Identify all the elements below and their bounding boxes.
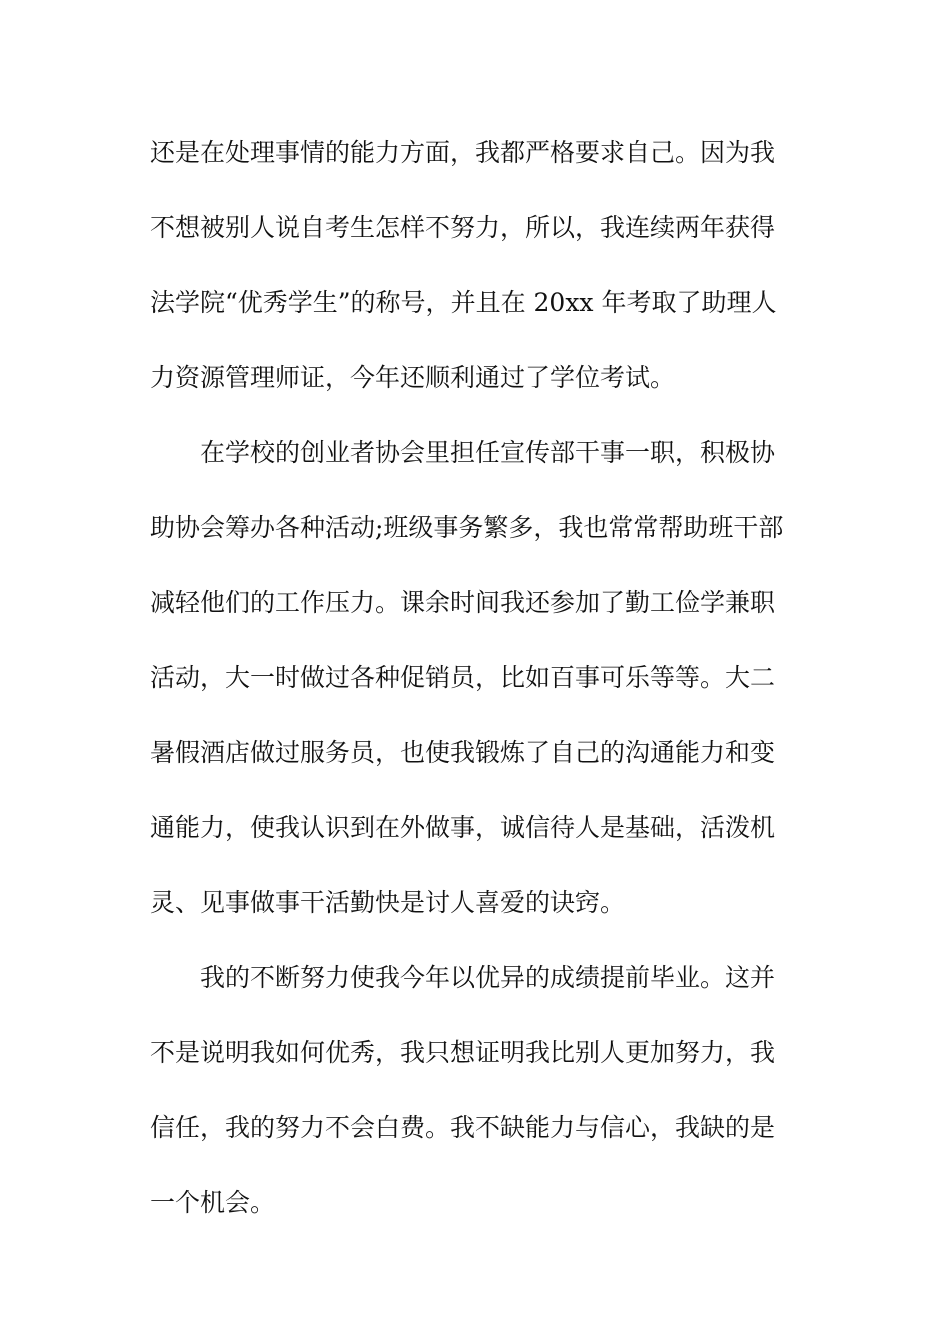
text-line: 灵、见事做事干活勤快是讨人喜爱的诀窍。	[150, 888, 626, 917]
text-line: 法学院“优秀学生”的称号，并且在 20xx 年考取了助理人	[150, 288, 777, 317]
paragraph-start-line: 在学校的创业者协会里担任宣传部干事一职，积极协	[200, 438, 776, 467]
text-line: 一个机会。	[150, 1188, 276, 1217]
text-line: 减轻他们的工作压力。课余时间我还参加了勤工俭学兼职	[150, 588, 776, 617]
text-line: 暑假酒店做过服务员，也使我锻炼了自己的沟通能力和变	[150, 738, 776, 767]
text-line: 信任，我的努力不会白费。我不缺能力与信心，我缺的是	[150, 1113, 776, 1142]
text-line: 不想被别人说自考生怎样不努力，所以，我连续两年获得	[150, 213, 776, 242]
text-line: 还是在处理事情的能力方面，我都严格要求自己。因为我	[150, 138, 776, 167]
paragraph-start-line: 我的不断努力使我今年以优异的成绩提前毕业。这并	[200, 963, 776, 992]
text-line: 不是说明我如何优秀，我只想证明我比别人更加努力，我	[150, 1038, 776, 1067]
text-line: 力资源管理师证，今年还顺利通过了学位考试。	[150, 363, 676, 392]
text-line: 助协会筹办各种活动;班级事务繁多，我也常常帮助班干部	[150, 513, 784, 542]
text-line: 活动，大一时做过各种促销员，比如百事可乐等等。大二	[150, 663, 776, 692]
text-line: 通能力，使我认识到在外做事，诚信待人是基础，活泼机	[150, 813, 776, 842]
document-body	[150, 115, 810, 1240]
